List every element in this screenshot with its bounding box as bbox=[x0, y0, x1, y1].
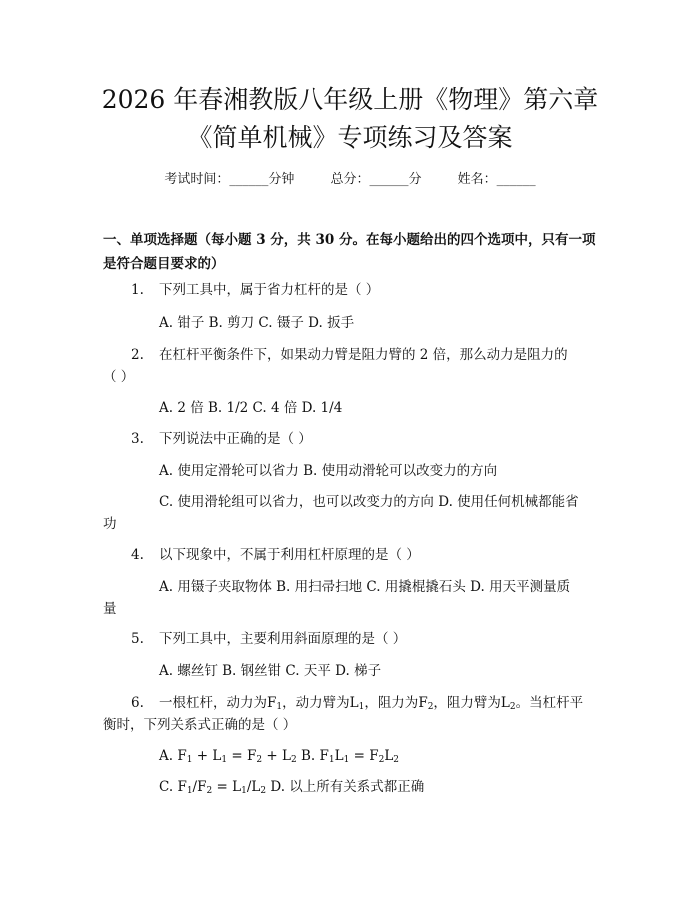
question-text: 下列说法中正确的是（ ） bbox=[159, 431, 312, 447]
question-text: 下列工具中，主要利用斜面原理的是（ ） bbox=[159, 631, 407, 647]
question-number: 6. bbox=[131, 695, 144, 711]
question-2-options: A. 2 倍 B. 1/2 C. 4 倍 D. 1/4 bbox=[159, 400, 343, 416]
total-score-field: 总分：______分 bbox=[330, 172, 422, 187]
exam-time-field: 考试时间：______分钟 bbox=[164, 172, 295, 187]
question-number: 2. bbox=[131, 347, 144, 363]
question-text: 下列工具中，属于省力杠杆的是（ ） bbox=[159, 282, 380, 298]
page-title-line2: 《简单机械》专项练习及答案 bbox=[187, 123, 513, 152]
exam-meta bbox=[0, 168, 700, 187]
section-heading-line2: 是符合题目要求的） bbox=[103, 256, 225, 272]
question-3-options-line3: 功 bbox=[103, 516, 117, 532]
section-heading bbox=[103, 228, 603, 276]
question-text: 以下现象中，不属于利用杠杆原理的是（ ） bbox=[159, 547, 420, 563]
question-5-options: A. 螺丝钉 B. 钢丝钳 C. 天平 D. 梯子 bbox=[159, 663, 382, 679]
question-number: 4. bbox=[131, 547, 144, 563]
question-1-options: A. 钳子 B. 剪刀 C. 镊子 D. 扳手 bbox=[159, 315, 355, 331]
question-number: 3. bbox=[131, 431, 144, 447]
question-4-options-line2: 量 bbox=[103, 601, 117, 617]
question-text: 在杠杆平衡条件下，如果动力臂是阻力臂的 2 倍，那么动力是阻力的 bbox=[159, 347, 568, 363]
question-3-stem bbox=[131, 428, 312, 450]
page-title-line1: 2026 年春湘教版八年级上册《物理》第六章 bbox=[101, 85, 599, 114]
name-field: 姓名：______ bbox=[457, 172, 536, 187]
question-5-stem bbox=[131, 628, 406, 650]
question-4-stem bbox=[131, 544, 420, 566]
question-4-options-line1: A. 用镊子夹取物体 B. 用扫帚扫地 C. 用撬棍撬石头 D. 用天平测量质 bbox=[159, 579, 571, 595]
question-6-stem-cont: 衡时，下列关系式正确的是（ ） bbox=[103, 717, 297, 733]
question-text: 一根杠杆，动力为$F_1$，动力臂为$L_1$，阻力为$F_2$，阻力臂为$L_2$。当杠杆平 bbox=[159, 695, 584, 712]
question-2-stem-cont: （ ） bbox=[103, 369, 135, 385]
question-6-options-line2: C. $F_1/F_2 = L_1/L_2$ D. 以上所有关系式都正确 bbox=[159, 779, 425, 796]
question-3-options-line2: C. 使用滑轮组可以省力，也可以改变力的方向 D. 使用任何机械都能省 bbox=[159, 494, 579, 510]
question-number: 5. bbox=[131, 631, 144, 647]
question-1-stem bbox=[131, 279, 379, 301]
question-2-stem bbox=[131, 344, 568, 366]
question-3-options-line1: A. 使用定滑轮可以省力 B. 使用动滑轮可以改变力的方向 bbox=[159, 463, 498, 479]
question-6-options-line1: A. $F_1 + L_1 = F_2 + L_2$ B. $F_1L_1 = F_2L_2$ bbox=[159, 748, 400, 765]
question-number: 1. bbox=[131, 282, 144, 298]
section-heading-line1: 一、单项选择题（每小题 3 分，共 30 分。在每小题给出的四个选项中，只有一项 bbox=[103, 232, 596, 248]
